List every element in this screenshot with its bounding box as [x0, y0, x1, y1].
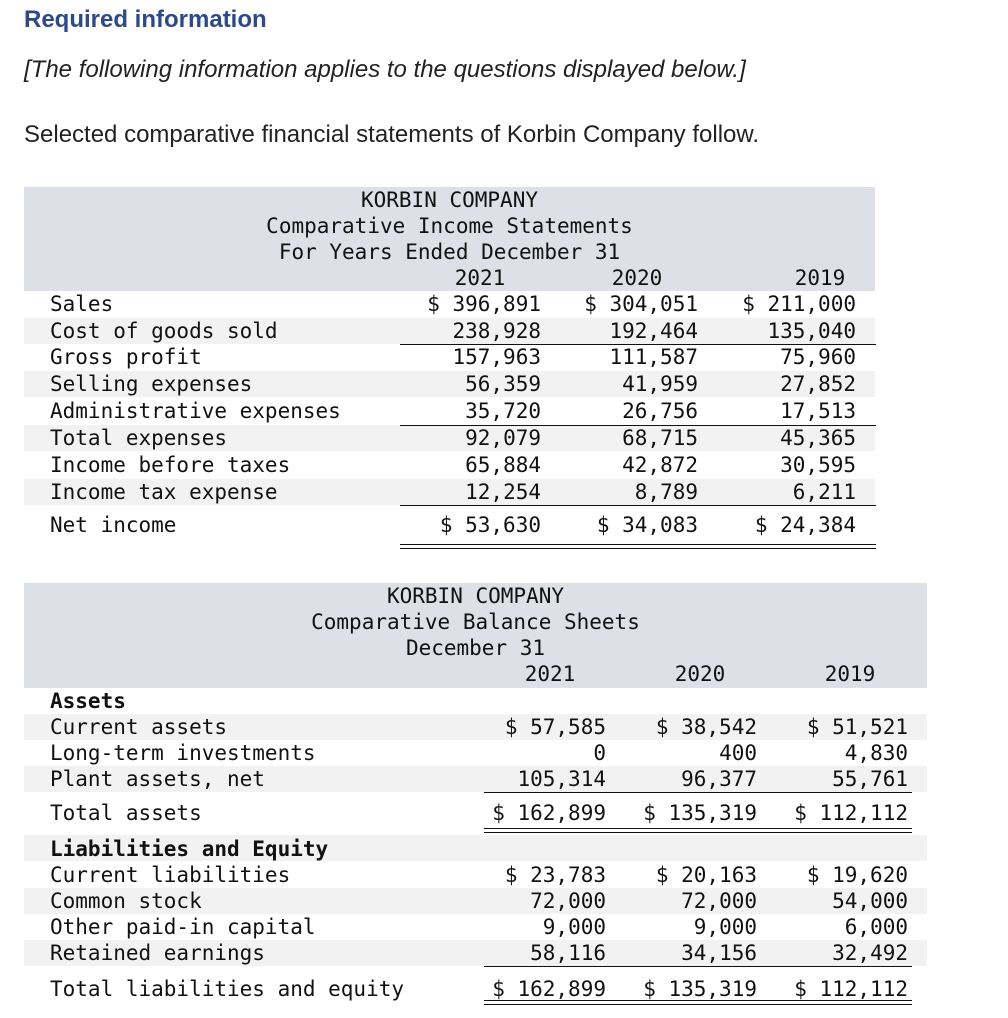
- is-cell-2020: 42,872: [622, 453, 698, 477]
- bs-cell-2020: 400: [719, 741, 757, 765]
- bs-rule-after-retained: [484, 966, 912, 967]
- is-cell-2021: $ 53,630: [439, 513, 541, 537]
- is-year-2019: 2019: [794, 266, 846, 290]
- bs-cell-2019: 4,830: [844, 741, 908, 765]
- intro-text: Selected comparative financial statements of Korbin Company follow.: [24, 121, 760, 148]
- bs-cell-2021: 105,314: [517, 767, 606, 791]
- bs-cell-2020: 9,000: [693, 915, 757, 939]
- is-cell-2021: 35,720: [465, 399, 541, 423]
- bs-cell-2019: 6,000: [844, 915, 908, 939]
- bs-cell-2019: $ 51,521: [806, 715, 908, 739]
- is-row-label: Net income: [50, 513, 177, 537]
- bs-row-label: Long-term investments: [50, 741, 316, 765]
- bs-cell-2019: 54,000: [832, 889, 908, 913]
- bs-row-label: Current assets: [50, 715, 228, 739]
- is-row-label: Cost of goods sold: [50, 319, 278, 343]
- bs-cell-2020: $ 135,319: [643, 801, 757, 825]
- bs-cell-2021: $ 23,783: [504, 863, 606, 887]
- is-cell-2021: 65,884: [465, 453, 541, 477]
- is-cell-2021: 92,079: [465, 426, 541, 450]
- is-cell-2020: 192,464: [609, 319, 698, 343]
- bs-company-name: KORBIN COMPANY: [386, 584, 564, 608]
- is-cell-2020: 111,587: [609, 345, 698, 369]
- bs-double-rule-total-liab: [484, 1000, 912, 1005]
- bs-liabilities-heading: Liabilities and Equity: [50, 837, 329, 861]
- bs-cell-2021: 58,116: [530, 941, 606, 965]
- bs-cell-2021: $ 162,899: [492, 801, 606, 825]
- bs-double-rule-total-assets: [484, 828, 912, 833]
- is-row-label: Income before taxes: [50, 453, 291, 477]
- is-cell-2019: 6,211: [792, 480, 856, 504]
- is-row-label: Income tax expense: [50, 480, 278, 504]
- is-cell-2020: 8,789: [634, 480, 698, 504]
- is-row-label: Selling expenses: [50, 372, 253, 396]
- bs-row-label: Other paid-in capital: [50, 915, 316, 939]
- bs-cell-2019: 32,492: [832, 941, 908, 965]
- bs-cell-2020: $ 38,542: [655, 715, 757, 739]
- bs-year-2020: 2020: [674, 662, 726, 686]
- is-row-label: Gross profit: [50, 345, 202, 369]
- required-information-title: Required information: [24, 6, 267, 33]
- is-row-label: Total expenses: [50, 426, 228, 450]
- bs-cell-2020: $ 20,163: [655, 863, 757, 887]
- is-rule-after-cogs: [400, 344, 876, 345]
- income-statement-table: [24, 187, 875, 552]
- is-double-rule-net-income: [400, 544, 876, 549]
- is-cell-2021: 56,359: [465, 372, 541, 396]
- is-rule-after-tax: [400, 505, 876, 506]
- is-cell-2019: $ 211,000: [742, 292, 856, 316]
- bs-row-label: Total liabilities and equity: [50, 977, 405, 1001]
- balance-sheet-table: [24, 583, 927, 1003]
- is-cell-2020: $ 34,083: [596, 513, 698, 537]
- bs-cell-2019: $ 112,112: [794, 801, 908, 825]
- bs-row-label: Retained earnings: [50, 941, 265, 965]
- is-cell-2019: $ 24,384: [754, 513, 856, 537]
- bs-cell-2019: $ 112,112: [794, 977, 908, 1001]
- is-cell-2020: 26,756: [622, 399, 698, 423]
- bs-statement-title: Comparative Balance Sheets: [311, 610, 640, 634]
- is-cell-2020: $ 304,051: [584, 292, 698, 316]
- bs-period: December 31: [405, 636, 546, 660]
- is-row-label: Sales: [50, 292, 114, 316]
- is-period: For Years Ended December 31: [278, 240, 621, 264]
- bs-cell-2021: 0: [593, 741, 606, 765]
- is-cell-2020: 41,959: [622, 372, 698, 396]
- is-year-2021: 2021: [454, 266, 506, 290]
- bs-cell-2019: 55,761: [832, 767, 908, 791]
- bs-year-2021: 2021: [524, 662, 576, 686]
- is-cell-2019: 17,513: [780, 399, 856, 423]
- bs-cell-2021: 72,000: [530, 889, 606, 913]
- is-rule-after-admin: [400, 425, 876, 426]
- applies-note: [The following information applies to the questions displayed below.]: [24, 56, 746, 83]
- is-cell-2019: 27,852: [780, 372, 856, 396]
- is-cell-2019: 135,040: [767, 319, 856, 343]
- is-cell-2019: 30,595: [780, 453, 856, 477]
- bs-cell-2020: $ 135,319: [643, 977, 757, 1001]
- bs-cell-2020: 72,000: [681, 889, 757, 913]
- bs-year-2019: 2019: [824, 662, 876, 686]
- bs-assets-heading: Assets: [50, 689, 126, 713]
- is-cell-2021: 12,254: [465, 480, 541, 504]
- bs-cell-2020: 34,156: [681, 941, 757, 965]
- bs-row-label: Common stock: [50, 889, 202, 913]
- is-statement-title: Comparative Income Statements: [266, 214, 633, 238]
- is-cell-2019: 45,365: [780, 426, 856, 450]
- bs-rule-after-plant: [484, 792, 912, 793]
- is-year-2020: 2020: [611, 266, 663, 290]
- bs-row-label: Current liabilities: [50, 863, 291, 887]
- is-cell-2021: 157,963: [452, 345, 541, 369]
- is-cell-2019: 75,960: [780, 345, 856, 369]
- bs-cell-2021: $ 57,585: [504, 715, 606, 739]
- is-company-name: KORBIN COMPANY: [360, 188, 538, 212]
- bs-row-label: Total assets: [50, 801, 202, 825]
- is-cell-2021: 238,928: [452, 319, 541, 343]
- bs-cell-2019: $ 19,620: [806, 863, 908, 887]
- is-cell-2021: $ 396,891: [427, 292, 541, 316]
- bs-row-label: Plant assets, net: [50, 767, 265, 791]
- is-row-label: Administrative expenses: [50, 399, 341, 423]
- bs-cell-2020: 96,377: [681, 767, 757, 791]
- bs-cell-2021: $ 162,899: [492, 977, 606, 1001]
- is-cell-2020: 68,715: [622, 426, 698, 450]
- bs-cell-2021: 9,000: [542, 915, 606, 939]
